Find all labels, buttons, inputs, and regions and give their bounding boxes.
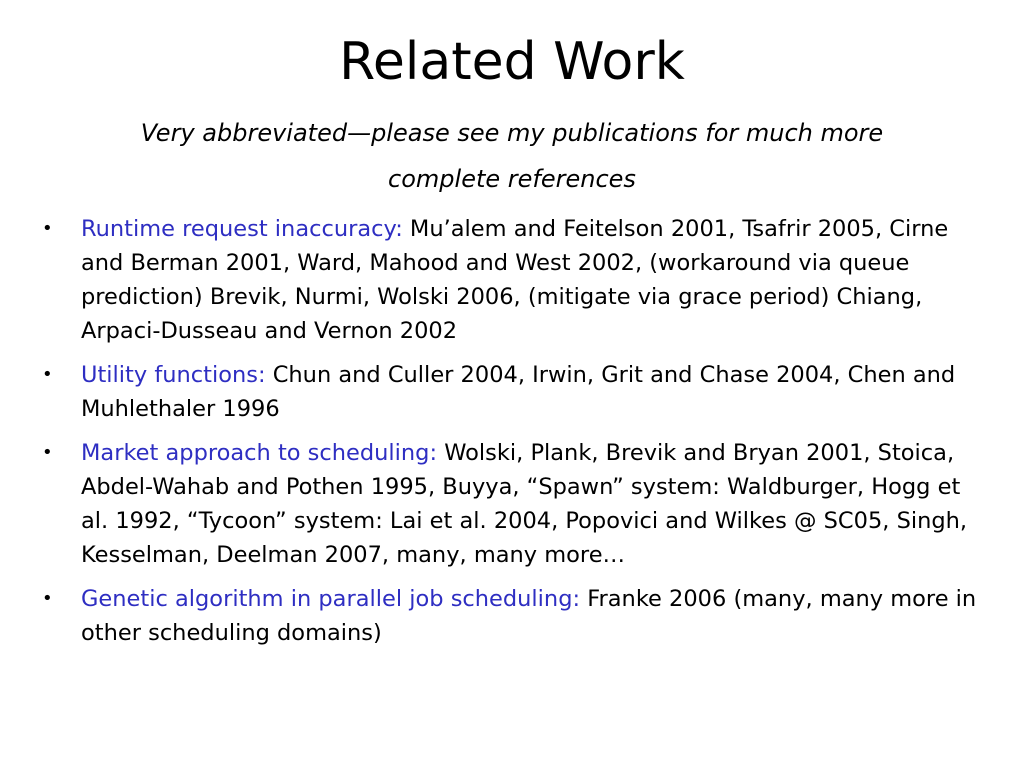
bullet-dot: • xyxy=(42,442,53,463)
bullet-item-runtime-request-inaccuracy xyxy=(40,212,990,348)
bullet-topic: Runtime request inaccuracy: xyxy=(81,216,403,242)
bullet-text: Chun and Culler 2004, Irwin, Grit and Chase 2004, Chen and Muhlethaler 1996 xyxy=(81,362,956,422)
bullet-text: Franke 2006 (many, many more in other scheduling domains) xyxy=(81,586,977,646)
bullet-dot: • xyxy=(42,218,53,239)
bullet-dot: • xyxy=(42,588,53,609)
bullet-dot: • xyxy=(42,364,53,385)
bullet-text: Mu’alem and Feitelson 2001, Tsafrir 2005, Cirne and Berman 2001, Ward, Mahood and West 2002, (workaround via queue prediction) Brevik, Nurmi, Wolski 2006, (mitigate via grace period) Chiang, Arpaci-Dusseau and Vernon 2002 xyxy=(81,216,949,344)
bullet-text: Wolski, Plank, Brevik and Bryan 2001, Stoica, Abdel-Wahab and Pothen 1995, Buyya, “Spawn” system: Waldburger, Hogg et al. 1992, “Tycoon” system: Lai et al. 2004, Popovici and Wilkes @ SC05, Singh, Kesselman, Deelman 2007, many, many more… xyxy=(81,440,968,568)
bullet-topic: Utility functions: xyxy=(81,362,266,388)
bullet-item-genetic-algorithm xyxy=(40,582,990,650)
bullet-list xyxy=(40,212,990,660)
slide-title: Related Work xyxy=(339,32,685,92)
bullet-topic: Market approach to scheduling: xyxy=(81,440,438,466)
slide-subtitle: Very abbreviated—please see my publications for much more complete references xyxy=(140,119,884,193)
bullet-topic: Genetic algorithm in parallel job scheduling: xyxy=(81,586,581,612)
bullet-item-utility-functions xyxy=(40,358,990,426)
bullet-item-market-approach xyxy=(40,436,990,572)
